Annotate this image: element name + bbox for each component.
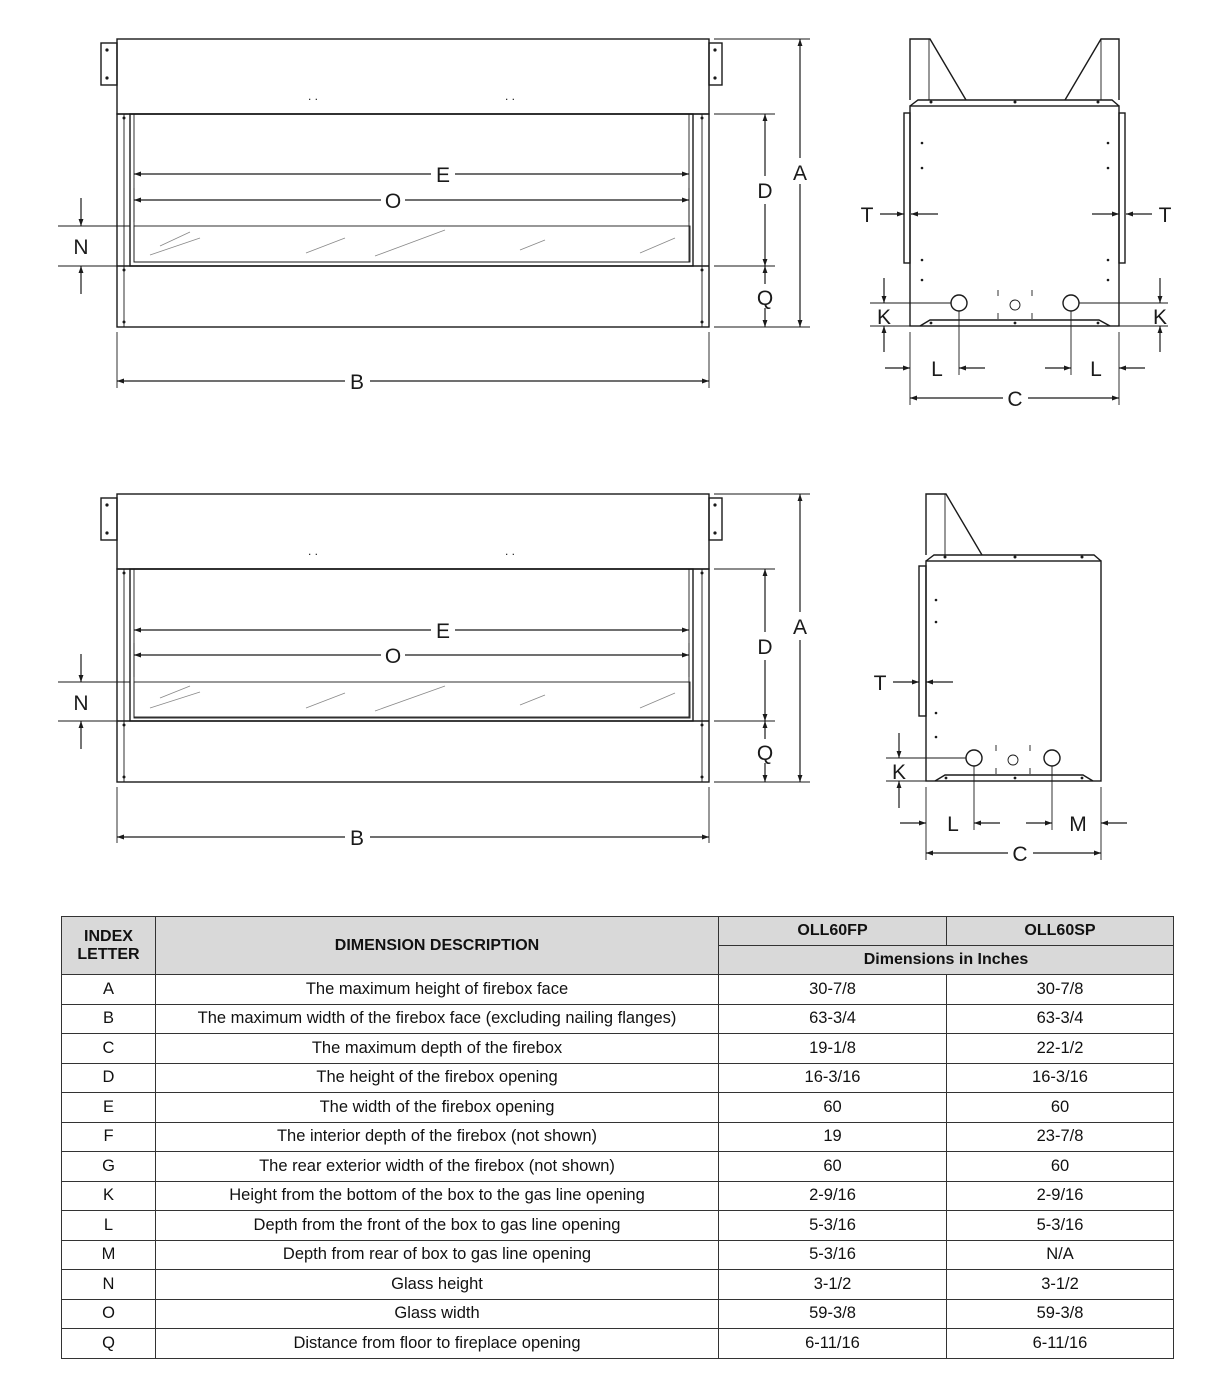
row-oll60sp-value: 6-11/16 — [947, 1329, 1174, 1359]
label-Q-sp: Q — [756, 742, 774, 765]
row-oll60fp-value: 19 — [719, 1122, 947, 1152]
row-oll60sp-value: 2-9/16 — [947, 1181, 1174, 1211]
row-oll60sp-value: 5-3/16 — [947, 1211, 1174, 1241]
table-row — [62, 1093, 1174, 1123]
row-index-letter: C — [62, 1034, 156, 1064]
row-oll60fp-value: 5-3/16 — [719, 1240, 947, 1270]
label-B: B — [349, 371, 365, 394]
label-K-right: K — [1152, 306, 1168, 329]
table-row — [62, 1122, 1174, 1152]
row-oll60fp-value: 19-1/8 — [719, 1034, 947, 1064]
label-L-left: L — [931, 358, 943, 381]
svg-text:. .: . . — [505, 544, 516, 558]
table-row — [62, 1299, 1174, 1329]
header-units: Dimensions in Inches — [719, 946, 1174, 975]
row-description: The width of the firebox opening — [156, 1093, 719, 1123]
row-description: Glass height — [156, 1270, 719, 1300]
label-T-left: T — [860, 204, 874, 227]
row-description: Glass width — [156, 1299, 719, 1329]
label-L-sp: L — [947, 813, 959, 836]
svg-text:. .: . . — [505, 89, 516, 103]
row-description: The interior depth of the firebox (not shown) — [156, 1122, 719, 1152]
row-index-letter: B — [62, 1004, 156, 1034]
label-O-sp: O — [384, 645, 402, 668]
table-row — [62, 1004, 1174, 1034]
row-index-letter: D — [62, 1063, 156, 1093]
row-index-letter: O — [62, 1299, 156, 1329]
table-row — [62, 1211, 1174, 1241]
row-oll60sp-value: 60 — [947, 1093, 1174, 1123]
table-row — [62, 1063, 1174, 1093]
row-oll60fp-value: 60 — [719, 1152, 947, 1182]
row-oll60sp-value: 22-1/2 — [947, 1034, 1174, 1064]
label-D: D — [757, 180, 773, 203]
row-index-letter: A — [62, 975, 156, 1005]
label-K-left: K — [876, 306, 892, 329]
table-body — [62, 975, 1174, 1359]
row-description: Depth from rear of box to gas line opening — [156, 1240, 719, 1270]
row-index-letter: G — [62, 1152, 156, 1182]
row-index-letter: F — [62, 1122, 156, 1152]
row-oll60sp-value: 30-7/8 — [947, 975, 1174, 1005]
row-description: Height from the bottom of the box to the gas line opening — [156, 1181, 719, 1211]
header-index-letter: INDEX LETTER — [62, 917, 156, 975]
label-A-sp: A — [792, 616, 808, 639]
row-index-letter: E — [62, 1093, 156, 1123]
row-oll60fp-value: 63-3/4 — [719, 1004, 947, 1034]
table-row — [62, 1270, 1174, 1300]
row-index-letter: K — [62, 1181, 156, 1211]
label-E: E — [435, 164, 451, 187]
row-oll60sp-value: 3-1/2 — [947, 1270, 1174, 1300]
row-oll60fp-value: 6-11/16 — [719, 1329, 947, 1359]
row-description: Distance from floor to fireplace opening — [156, 1329, 719, 1359]
header-dimension-description: DIMENSION DESCRIPTION — [156, 917, 719, 975]
row-oll60fp-value: 2-9/16 — [719, 1181, 947, 1211]
row-oll60sp-value: N/A — [947, 1240, 1174, 1270]
label-C: C — [1007, 388, 1023, 411]
row-index-letter: N — [62, 1270, 156, 1300]
row-description: The maximum width of the firebox face (excluding nailing flanges) — [156, 1004, 719, 1034]
header-model-oll60sp: OLL60SP — [947, 917, 1174, 946]
row-index-letter: M — [62, 1240, 156, 1270]
label-O: O — [384, 190, 402, 213]
row-index-letter: L — [62, 1211, 156, 1241]
front-view-fp — [58, 39, 810, 394]
row-oll60sp-value: 63-3/4 — [947, 1004, 1174, 1034]
table-row — [62, 1034, 1174, 1064]
label-T-right: T — [1158, 204, 1172, 227]
row-oll60sp-value: 23-7/8 — [947, 1122, 1174, 1152]
row-description: The maximum depth of the firebox — [156, 1034, 719, 1064]
table-row — [62, 1329, 1174, 1359]
row-oll60fp-value: 5-3/16 — [719, 1211, 947, 1241]
row-oll60fp-value: 59-3/8 — [719, 1299, 947, 1329]
label-E-sp: E — [435, 620, 451, 643]
label-L-right: L — [1090, 358, 1102, 381]
label-K-sp: K — [891, 761, 907, 784]
table-row — [62, 1181, 1174, 1211]
row-description: The maximum height of firebox face — [156, 975, 719, 1005]
label-N-sp: N — [73, 692, 89, 715]
label-N: N — [73, 236, 89, 259]
row-oll60fp-value: 3-1/2 — [719, 1270, 947, 1300]
row-oll60sp-value: 16-3/16 — [947, 1063, 1174, 1093]
dimensions-table — [61, 916, 1174, 1359]
header-model-oll60fp: OLL60FP — [719, 917, 947, 946]
label-A: A — [792, 162, 808, 185]
row-oll60sp-value: 59-3/8 — [947, 1299, 1174, 1329]
label-C-sp: C — [1012, 843, 1028, 866]
svg-text:. .: . . — [308, 544, 319, 558]
label-T-sp: T — [873, 672, 887, 695]
row-description: Depth from the front of the box to gas line opening — [156, 1211, 719, 1241]
row-oll60fp-value: 60 — [719, 1093, 947, 1123]
row-index-letter: Q — [62, 1329, 156, 1359]
row-oll60fp-value: 16-3/16 — [719, 1063, 947, 1093]
label-D-sp: D — [757, 636, 773, 659]
row-oll60fp-value: 30-7/8 — [719, 975, 947, 1005]
label-B-sp: B — [349, 827, 365, 850]
label-M-sp: M — [1069, 813, 1087, 836]
side-view-fp — [861, 39, 1172, 411]
label-Q: Q — [756, 287, 774, 310]
table-row — [62, 975, 1174, 1005]
svg-text:. .: . . — [308, 89, 319, 103]
side-view-sp — [874, 494, 1127, 866]
front-view-sp — [58, 494, 810, 850]
table-row — [62, 1152, 1174, 1182]
row-description: The rear exterior width of the firebox (not shown) — [156, 1152, 719, 1182]
row-description: The height of the firebox opening — [156, 1063, 719, 1093]
table-row — [62, 1240, 1174, 1270]
row-oll60sp-value: 60 — [947, 1152, 1174, 1182]
